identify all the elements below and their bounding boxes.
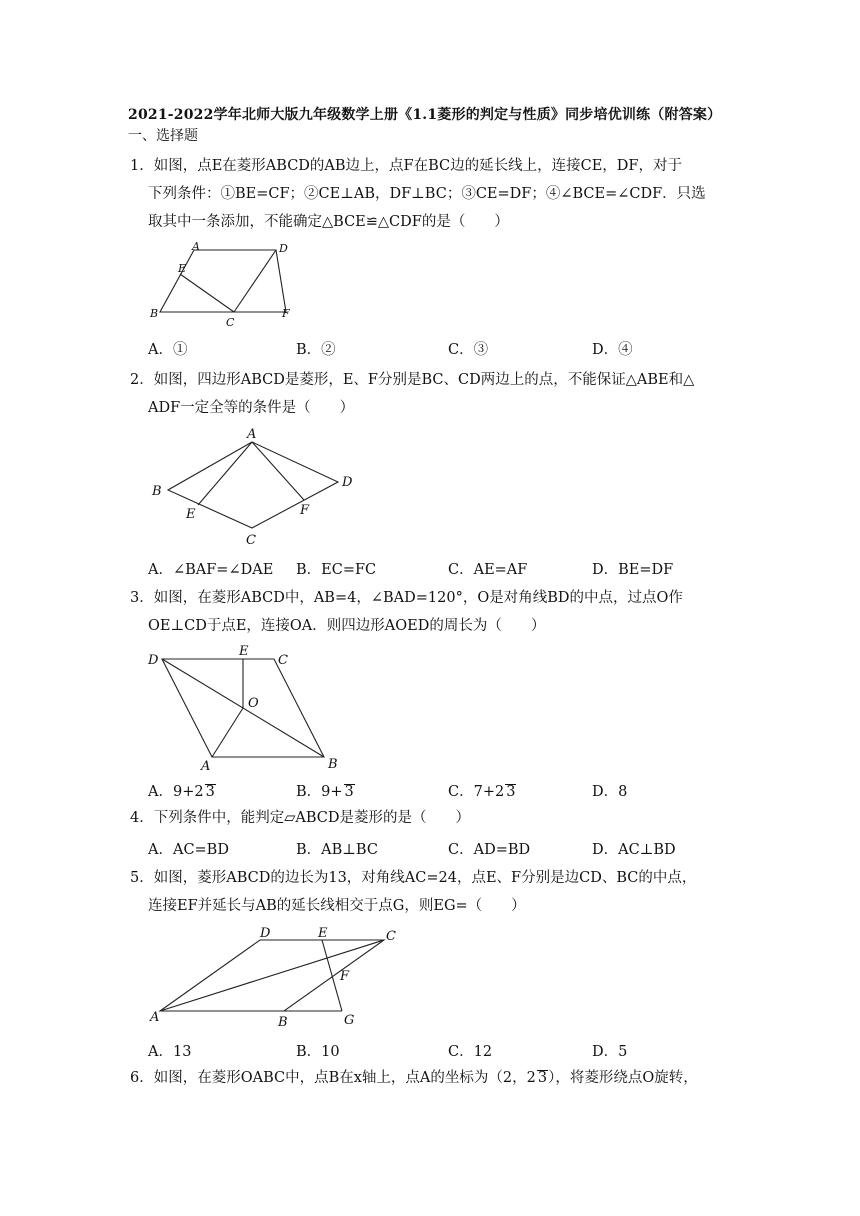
q5-text-line1: 5．如图，菱形ABCD的边长为13，对角线AC=24，点E、F分别是边CD、BC的中点， bbox=[130, 870, 697, 886]
q5-label-e: E bbox=[318, 926, 328, 941]
q3-option-d[interactable] bbox=[592, 780, 627, 801]
q2-option-a[interactable]: A．∠BAF=∠DAE bbox=[148, 562, 274, 578]
q3-text-line1: 3．如图，在菱形ABCD中，AB=4，∠BAD=120°，O是对角线BD的中点，过点O作 bbox=[130, 590, 683, 606]
q1-label-a: A bbox=[192, 240, 200, 253]
q3-option-b-root: 3 bbox=[344, 784, 354, 800]
page-title: 2021-2022学年北师大版九年级数学上册《1.1菱形的判定与性质》同步培优训练（附答案） bbox=[128, 107, 722, 123]
q1-text-line1: 1．如图，点E在菱形ABCD的AB边上，点F在BC边的延长线上，连接CE，DF，对于 bbox=[130, 158, 682, 174]
q3-option-b-prefix: B．9+ bbox=[296, 784, 343, 800]
q2-label-a: A bbox=[247, 427, 257, 442]
q1-label-f: F bbox=[282, 307, 290, 320]
q5-option-a[interactable]: A．13 bbox=[148, 1044, 192, 1060]
q5-options bbox=[148, 1040, 788, 1060]
q3-text-line2: OE⊥CD于点E，连接OA．则四边形AOED的周长为（ ） bbox=[148, 618, 546, 634]
q1-options bbox=[148, 338, 788, 358]
q3-label-o: O bbox=[248, 696, 259, 711]
q5-text-line2: 连接EF并延长与AB的延长线相交于点G，则EG=（ ） bbox=[148, 898, 526, 914]
q1-segment-ce bbox=[180, 274, 234, 312]
q5-option-c[interactable]: C．12 bbox=[448, 1044, 493, 1060]
q3-label-b: B bbox=[328, 757, 338, 772]
q5-option-b[interactable]: B．10 bbox=[296, 1044, 340, 1060]
q5-segment-eg bbox=[322, 940, 342, 1011]
q4-options bbox=[148, 838, 788, 858]
q5-label-b: B bbox=[278, 1015, 288, 1030]
q5-label-f: F bbox=[340, 969, 350, 984]
q3-option-c[interactable] bbox=[448, 780, 516, 801]
q1-figure bbox=[148, 240, 308, 330]
q4-option-d[interactable]: D．AC⊥BD bbox=[592, 842, 676, 858]
q2-label-e: E bbox=[186, 507, 196, 522]
q2-label-b: B bbox=[152, 484, 162, 499]
q6-text-line1 bbox=[130, 1068, 698, 1088]
q1-option-b[interactable]: B．② bbox=[296, 342, 336, 358]
q1-label-d: D bbox=[279, 242, 288, 255]
q1-option-c[interactable]: C．③ bbox=[448, 342, 489, 358]
q4-option-b[interactable]: B．AB⊥BC bbox=[296, 842, 378, 858]
q3-option-c-root: 3 bbox=[506, 784, 516, 800]
q6-root: 3 bbox=[537, 1070, 548, 1086]
q1-rhombus-shape bbox=[160, 250, 286, 312]
q3-option-a[interactable] bbox=[148, 780, 216, 801]
q2-option-d[interactable]: D．BE=DF bbox=[592, 562, 674, 578]
q3-label-d: D bbox=[148, 653, 159, 668]
q2-text-line2: ADF一定全等的条件是（ ） bbox=[148, 400, 355, 416]
q3-label-e: E bbox=[239, 644, 249, 659]
q5-figure bbox=[148, 924, 418, 1034]
q1-label-b: B bbox=[150, 307, 159, 320]
q3-option-a-prefix: A．9+2 bbox=[148, 784, 204, 800]
q1-option-d[interactable]: D．④ bbox=[592, 342, 633, 358]
q5-label-a: A bbox=[150, 1010, 160, 1025]
q3-option-b[interactable] bbox=[296, 780, 355, 801]
q1-text-line2: 下列条件：①BE=CF；②CE⊥AB，DF⊥BC；③CE=DF；④∠BCE=∠CDF．只选 bbox=[148, 186, 706, 202]
q2-segment-af bbox=[252, 442, 304, 500]
q3-option-c-prefix: C．7+2 bbox=[448, 784, 505, 800]
q4-option-a[interactable]: A．AC=BD bbox=[148, 842, 229, 858]
q2-option-c[interactable]: C．AE=AF bbox=[448, 562, 528, 578]
q5-label-g: G bbox=[344, 1013, 355, 1028]
q4-text-line1: 4．下列条件中，能判定▱ABCD是菱形的是（ ） bbox=[130, 810, 470, 826]
section-heading: 一、选择题 bbox=[128, 128, 198, 144]
q2-label-d: D bbox=[342, 475, 353, 490]
q5-label-d: D bbox=[260, 926, 271, 941]
q3-label-c: C bbox=[278, 653, 288, 668]
q3-option-a-root: 3 bbox=[205, 784, 215, 800]
q5-option-d[interactable]: D．5 bbox=[592, 1044, 628, 1060]
q2-options bbox=[148, 558, 788, 578]
q2-figure bbox=[148, 426, 368, 550]
q3-options bbox=[148, 780, 788, 800]
q2-segment-ae bbox=[198, 442, 252, 505]
q2-label-c: C bbox=[246, 533, 256, 548]
q1-label-e: E bbox=[178, 262, 187, 275]
q3-segment-ao bbox=[212, 708, 243, 757]
q6-text-post: ），将菱形绕点O旋转， bbox=[548, 1070, 698, 1086]
q3-figure bbox=[146, 644, 346, 774]
q3-label-a: A bbox=[201, 759, 211, 774]
q5-diagonal-ac bbox=[160, 940, 384, 1011]
q2-text-line1: 2．如图，四边形ABCD是菱形，E、F分别是BC、CD两边上的点，不能保证△ABE和△ bbox=[130, 372, 695, 388]
q1-segment-dc bbox=[234, 250, 276, 312]
q1-label-c: C bbox=[226, 316, 235, 329]
q5-label-c: C bbox=[386, 929, 396, 944]
q6-text-pre: 6．如图，在菱形OABC中，点B在x轴上，点A的坐标为（2，2 bbox=[130, 1070, 536, 1086]
q1-option-a[interactable]: A．① bbox=[148, 342, 188, 358]
q4-option-c[interactable]: C．AD=BD bbox=[448, 842, 531, 858]
q1-text-line3: 取其中一条添加，不能确定△BCE≌△CDF的是（ ） bbox=[148, 214, 509, 230]
q2-label-f: F bbox=[300, 503, 310, 518]
q2-option-b[interactable]: B．EC=FC bbox=[296, 562, 377, 578]
q3-option-d-prefix: D．8 bbox=[592, 784, 628, 800]
